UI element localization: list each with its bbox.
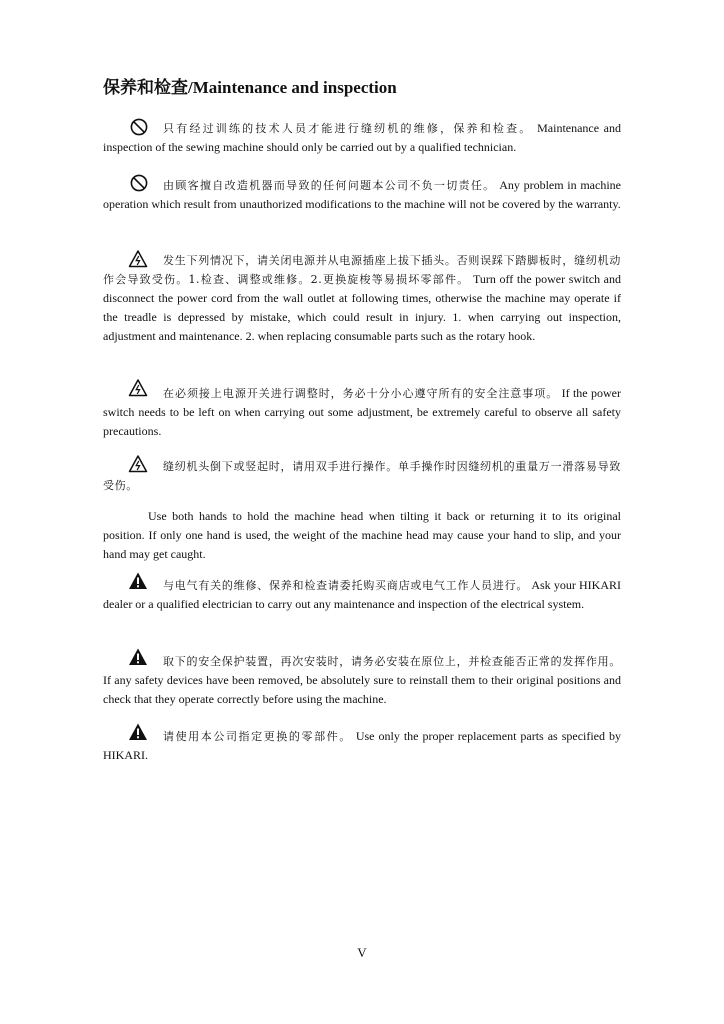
paragraph-tilting-head-en [103,507,621,564]
paragraph-en-text: Maintenance and inspection of the sewing machine should only be carried out by a qualified technician. [103,121,622,154]
paragraph-tilting-head-cn [103,457,621,495]
paragraph-cn-text: 发生下列情况下，请关闭电源并从电源插座上拔下插头。否则误踩下踏脚板时，缝纫机动作会导致受伤。1.检查、调整或维修。2.更换旋梭等易损坏零部件。 [103,254,621,286]
paragraph-en-text: Use only the proper replacement parts as specified by HIKARI. [103,729,621,762]
paragraph-en-text: If any safety devices have been removed, be absolutely sure to reinstall them to their original positions and check that they operate correctly before using the machine. [103,673,621,706]
paragraph-en-text: Any problem in machine operation which result from unauthorized modifications to the machine will not be covered by the warranty. [103,178,621,211]
paragraph-cn-text: 由顾客擅自改造机器而导致的任何问题本公司不负一切责任。 [163,179,496,192]
paragraph-en-text: Ask your HIKARI dealer or a qualified electrician to carry out any maintenance and inspection of the electrical system. [103,578,621,611]
paragraph-cn-text: 只有经过训练的技术人员才能进行缝纫机的维修，保养和检查。 [163,122,533,135]
paragraph-cn-text: 取下的安全保护装置，再次安装时，请务必安装在原位上，并检查能否正常的发挥作用。 [163,655,621,668]
paragraph-en-text: If the power switch needs to be left on when carrying out some adjustment, be extremely careful to observe all safety precautions. [103,386,622,438]
paragraph-safety-devices [103,652,621,709]
paragraph-unauthorized-modifications [103,176,621,214]
paragraph-electrical-maintenance [103,576,621,614]
paragraph-disconnect-power [103,251,621,346]
paragraph-cn-text: 缝纫机头倒下或竖起时，请用双手进行操作。单手操作时因缝纫机的重量万一滑落易导致受伤。 [103,460,621,492]
paragraph-replacement-parts [103,727,621,765]
paragraph-qualified-technician [103,119,621,157]
paragraph-power-left-on [103,384,621,441]
paragraph-en-text: Use both hands to hold the machine head when tilting it back or returning it to its original position. If only one hand is used, the weight of the machine head may cause your hand to slip, and your hand may get caught. [103,509,621,561]
paragraph-en-text: Turn off the power switch and disconnect the power cord from the wall outlet at following times, otherwise the machine may operate if the treadle is depressed by mistake, which could result in injury. 1. when carrying out inspection, adjustment and maintenance. 2. when replacing consumable parts such as the rotary hook. [103,272,621,343]
paragraph-cn-text: 请使用本公司指定更换的零部件。 [163,730,352,743]
paragraph-cn-text: 与电气有关的维修、保养和检查请委托购买商店或电气工作人员进行。 [163,579,529,592]
page-number: V [357,945,367,960]
paragraph-cn-text: 在必须接上电源开关进行调整时，务必十分小心遵守所有的安全注意事项。 [163,387,559,400]
page-title: 保养和检查/Maintenance and inspection [103,78,397,97]
